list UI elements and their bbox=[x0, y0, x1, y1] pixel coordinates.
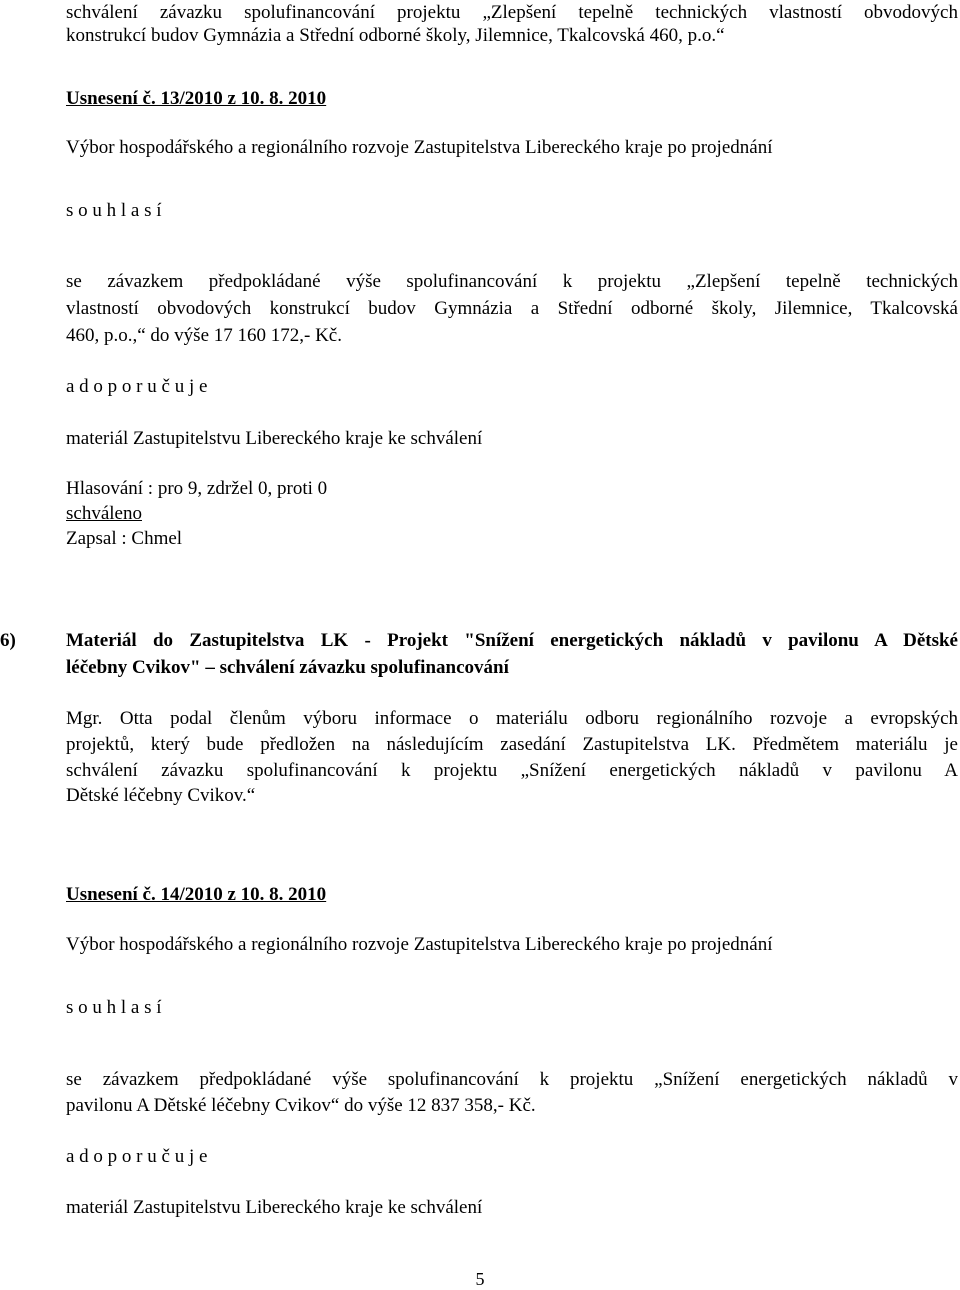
resolution14-text-line2: pavilonu A Dětské léčebny Cvikov“ do výše 12 837 358,- Kč. bbox=[66, 1095, 536, 1116]
block1-line1-text: schválení závazku spolufinancování projektu „Zlepšení tepelně technických vlastností obvodových bbox=[66, 2, 958, 23]
resolution13-text-line2-text: vlastností obvodových konstrukcí budov Gymnázia a Střední odborné školy, Jilemnice, Tkalcovská bbox=[66, 298, 958, 319]
item6-body-line3-text: schválení závazku spolufinancování k projektu „Snížení energetických nákladů v pavilonu A bbox=[66, 760, 958, 781]
resolution14-text-line1 bbox=[66, 1069, 958, 1091]
resolution13-title: Usnesení č. 13/2010 z 10. 8. 2010 bbox=[66, 88, 327, 109]
resolution13-agrees: s o u h l a s í bbox=[66, 200, 162, 221]
resolution13-text-line3: 460, p.o.,“ do výše 17 160 172,- Kč. bbox=[66, 325, 342, 346]
item6-title-line1-text: Materiál do Zastupitelstva LK - Projekt "Snížení energetických nákladů v pavilonu A Dětské bbox=[66, 630, 958, 651]
resolution13-recommends: a d o p o r u č u j e bbox=[66, 376, 208, 397]
item6-title-line1 bbox=[66, 630, 958, 652]
resolution13-committee: Výbor hospodářského a regionálního rozvoje Zastupitelstva Libereckého kraje po projednání bbox=[66, 137, 773, 158]
resolution14-recommend-text: materiál Zastupitelstvu Libereckého kraje ke schválení bbox=[66, 1197, 483, 1218]
block1-line1 bbox=[66, 2, 958, 24]
resolution14-committee: Výbor hospodářského a regionálního rozvoje Zastupitelstva Libereckého kraje po projednání bbox=[66, 934, 773, 955]
page-number: 5 bbox=[475, 1269, 485, 1289]
resolution13-recommend-text: materiál Zastupitelstvu Libereckého kraje ke schválení bbox=[66, 428, 483, 449]
resolution13-approved: schváleno bbox=[66, 503, 142, 524]
item6-title-line2: léčebny Cvikov" – schválení závazku spolufinancování bbox=[66, 657, 509, 678]
item6-body-line2 bbox=[66, 734, 958, 756]
item6-body-line1-text: Mgr. Otta podal členům výboru informace o materiálu odboru regionálního rozvoje a evropských bbox=[66, 708, 958, 729]
item6-body-line2-text: projektů, který bude předložen na následujícím zasedání Zastupitelstva LK. Předmětem materiálu je bbox=[66, 734, 958, 755]
resolution13-text-line2 bbox=[66, 298, 958, 320]
item6-body-line3 bbox=[66, 760, 958, 782]
resolution13-vote: Hlasování : pro 9, zdržel 0, proti 0 bbox=[66, 478, 328, 499]
block1-line2: konstrukcí budov Gymnázia a Střední odborné školy, Jilemnice, Tkalcovská 460, p.o.“ bbox=[66, 25, 725, 46]
item6-number: 6) bbox=[0, 630, 16, 651]
resolution13-recorded: Zapsal : Chmel bbox=[66, 528, 183, 549]
item6-body-line4: Dětské léčebny Cvikov.“ bbox=[66, 785, 256, 806]
resolution13-text-line1-text: se závazkem předpokládané výše spolufinancování k projektu „Zlepšení tepelně technických bbox=[66, 271, 958, 292]
resolution13-text-line1 bbox=[66, 271, 958, 293]
resolution14-recommends: a d o p o r u č u j e bbox=[66, 1146, 208, 1167]
resolution14-text-line1-text: se závazkem předpokládané výše spolufinancování k projektu „Snížení energetických nákladů v bbox=[66, 1069, 958, 1090]
resolution14-agrees: s o u h l a s í bbox=[66, 997, 162, 1018]
resolution14-title: Usnesení č. 14/2010 z 10. 8. 2010 bbox=[66, 884, 327, 905]
item6-body-line1 bbox=[66, 708, 958, 730]
